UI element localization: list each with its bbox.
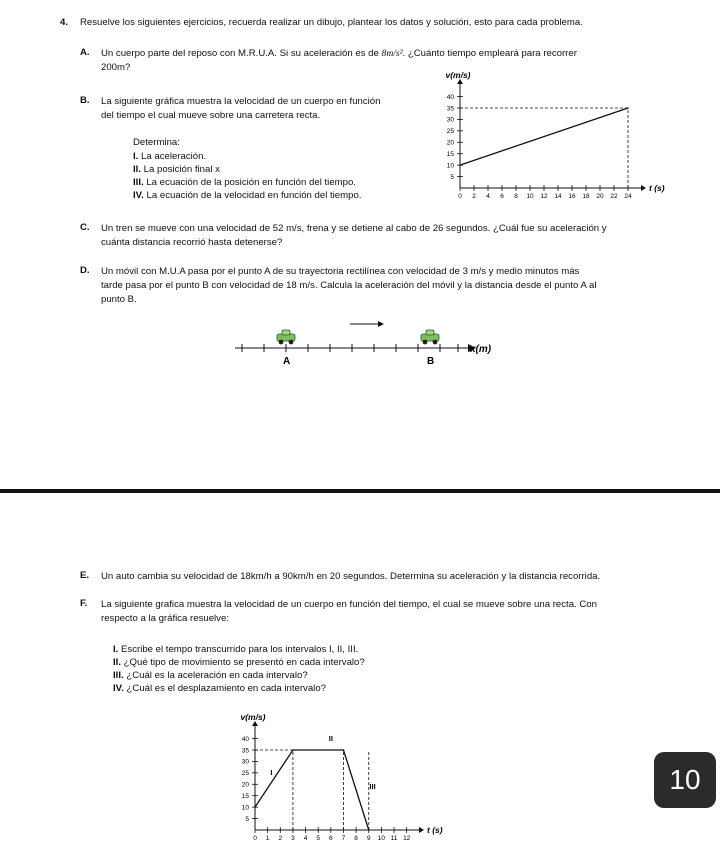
y-tick-label: 20 [446, 139, 454, 147]
car-b-icon [421, 330, 439, 344]
item-b-label: B. [80, 95, 90, 106]
chart-b [420, 70, 665, 203]
y-tick-label: 40 [241, 735, 249, 743]
item-e-label: E. [80, 570, 90, 581]
item-a-label: A. [80, 47, 90, 58]
item-e-text: Un auto cambia su velocidad de 18km/h a 90km/h en 20 segundos. Determina su aceleración y la distancia recorrida. [101, 571, 601, 582]
exercise-number: 4. [60, 17, 69, 28]
x-axis-arrow [641, 185, 646, 191]
item-a-math: 8m/s² [381, 48, 403, 59]
y-tick-label: 20 [241, 781, 249, 789]
y-tick-label: 15 [241, 793, 249, 801]
page-number-badge: 10 [654, 752, 716, 808]
x-tick-label: 16 [568, 193, 576, 200]
item-c-line2: cuánta distancia recorrió hasta detenerse? [101, 237, 283, 248]
item-b-subitem: IV. La ecuación de la velocidad en función del tiempo. [133, 190, 362, 201]
x-tick-label: 11 [390, 835, 398, 842]
x-axis-label: t (s) [649, 183, 665, 193]
x-tick-label: 8 [354, 835, 358, 842]
x-tick-label: 4 [486, 193, 490, 200]
item-f-subitem: II. ¿Qué tipo de movimiento se presentó en cada intervalo? [113, 657, 365, 668]
x-axis-label: x(m) [470, 344, 492, 355]
item-d-line1: Un móvil con M.U.A pasa por el punto A de su trayectoria rectilínea con velocidad de 3 m/s y medio minutos más [101, 266, 580, 277]
y-tick-label: 40 [446, 93, 454, 101]
item-f-label: F. [80, 598, 88, 609]
interval-label: III [369, 781, 376, 791]
point-a-label: A [283, 356, 291, 367]
data-point [343, 749, 345, 751]
velocity-line [255, 750, 369, 830]
y-tick-label: 35 [241, 747, 249, 755]
item-a-text [101, 47, 673, 75]
item-f-list [113, 643, 365, 695]
item-c-line1: Un tren se mueve con una velocidad de 52 m/s, frena y se detiene al cabo de 26 segundos. ¿Cuál fue su aceleración y [101, 223, 607, 234]
item-f-subitem: I. Escribe el tempo transcurrido para los intervalos I, II, III. [113, 644, 359, 655]
interval-label: II [328, 733, 333, 743]
item-b-subitem: III. La ecuación de la posición en función del tiempo. [133, 177, 356, 188]
x-tick-label: 18 [582, 193, 590, 200]
x-tick-label: 14 [554, 193, 562, 200]
item-b-line2: del tiempo el cual mueve sobre una carretera recta. [101, 110, 321, 121]
item-c-label: C. [80, 222, 90, 233]
item-a-line2: 200m? [101, 62, 131, 73]
chart-f [215, 712, 445, 846]
x-tick-label: 1 [265, 835, 270, 842]
x-tick-label: 8 [514, 193, 518, 200]
data-point [368, 829, 370, 831]
x-axis-arrow [419, 827, 424, 833]
y-tick-label: 5 [450, 173, 454, 181]
x-tick-label: 24 [624, 193, 632, 200]
y-tick-label: 25 [241, 770, 249, 778]
item-b-line1: La siguiente gráfica muestra la velocidad de un cuerpo en función [101, 96, 381, 107]
x-tick-label: 0 [253, 835, 257, 842]
x-tick-label: 2 [278, 835, 283, 842]
y-tick-label: 5 [245, 815, 249, 823]
y-tick-label: 25 [446, 128, 454, 136]
item-b-subitem: II. La posición final x [133, 164, 220, 175]
item-d-text [101, 265, 596, 307]
x-tick-label: 20 [596, 193, 604, 200]
car-a-icon [277, 330, 295, 344]
y-tick-label: 10 [241, 804, 249, 812]
item-d-line2: tarde pasa por el punto B con velocidad de 18 m/s. Calcula la aceleración del móvil y la distancia desde el punto A al [101, 280, 597, 291]
x-tick-label: 12 [403, 835, 411, 842]
item-f-subitem: IV. ¿Cuál es el desplazamiento en cada intervalo? [113, 683, 326, 694]
number-line-diagram [230, 312, 510, 372]
item-f-line1: La siguiente grafica muestra la velocidad de un cuerpo en función del tiempo, el cual se mueve sobre una recta. Con [101, 599, 597, 610]
data-point [292, 749, 294, 751]
x-tick-label: 22 [610, 193, 618, 200]
item-f-subitem: III. ¿Cuál es la aceleración en cada intervalo? [113, 670, 308, 681]
item-d-line3: punto B. [101, 294, 137, 305]
x-tick-label: 6 [329, 835, 333, 842]
x-tick-label: 9 [366, 835, 371, 842]
item-a-line1-pre: Un cuerpo parte del reposo con M.R.U.A. Si su aceleración es de [101, 48, 379, 59]
y-tick-label: 10 [446, 162, 454, 170]
x-tick-label: 0 [458, 193, 462, 200]
x-tick-label: 4 [303, 835, 308, 842]
data-point [254, 806, 256, 808]
x-tick-label: 6 [500, 193, 504, 200]
y-tick-label: 35 [446, 105, 454, 113]
velocity-line [460, 108, 628, 165]
item-b-determina: Determina: [133, 137, 180, 148]
item-d-label: D. [80, 265, 90, 276]
y-axis-label: v(m/s) [445, 70, 471, 80]
x-tick-label: 10 [526, 193, 534, 200]
interval-label: I [270, 768, 273, 778]
item-a-line1-post: . ¿Cuánto tiempo empleará para recorrer [402, 48, 577, 59]
x-tick-label: 3 [291, 835, 295, 842]
y-tick-label: 30 [241, 758, 249, 766]
item-c-text [101, 222, 607, 250]
item-b-list [133, 150, 361, 202]
exercise-instructions: Resuelve los siguientes ejercicios, recuerda realizar un dibujo, plantear los datos y solución, esto para cada problema. [80, 17, 583, 28]
x-tick-label: 2 [472, 193, 476, 200]
x-tick-label: 12 [540, 193, 548, 200]
point-b-label: B [427, 356, 435, 367]
item-b-subitem: I. La aceleración. [133, 151, 207, 162]
x-tick-label: 5 [316, 835, 321, 842]
x-axis-label: t (s) [427, 825, 443, 835]
item-b-text [101, 95, 380, 123]
direction-arrowhead [378, 321, 384, 327]
item-f-line2: respecto a la gráfica resuelve: [101, 613, 229, 624]
item-f-text [101, 598, 597, 626]
x-tick-label: 7 [341, 835, 346, 842]
y-tick-label: 15 [446, 151, 454, 159]
y-tick-label: 30 [446, 116, 454, 124]
data-point [459, 164, 461, 166]
section-divider [0, 489, 720, 493]
x-tick-label: 10 [377, 835, 386, 842]
y-axis-label: v(m/s) [240, 712, 266, 722]
data-point [627, 107, 629, 109]
